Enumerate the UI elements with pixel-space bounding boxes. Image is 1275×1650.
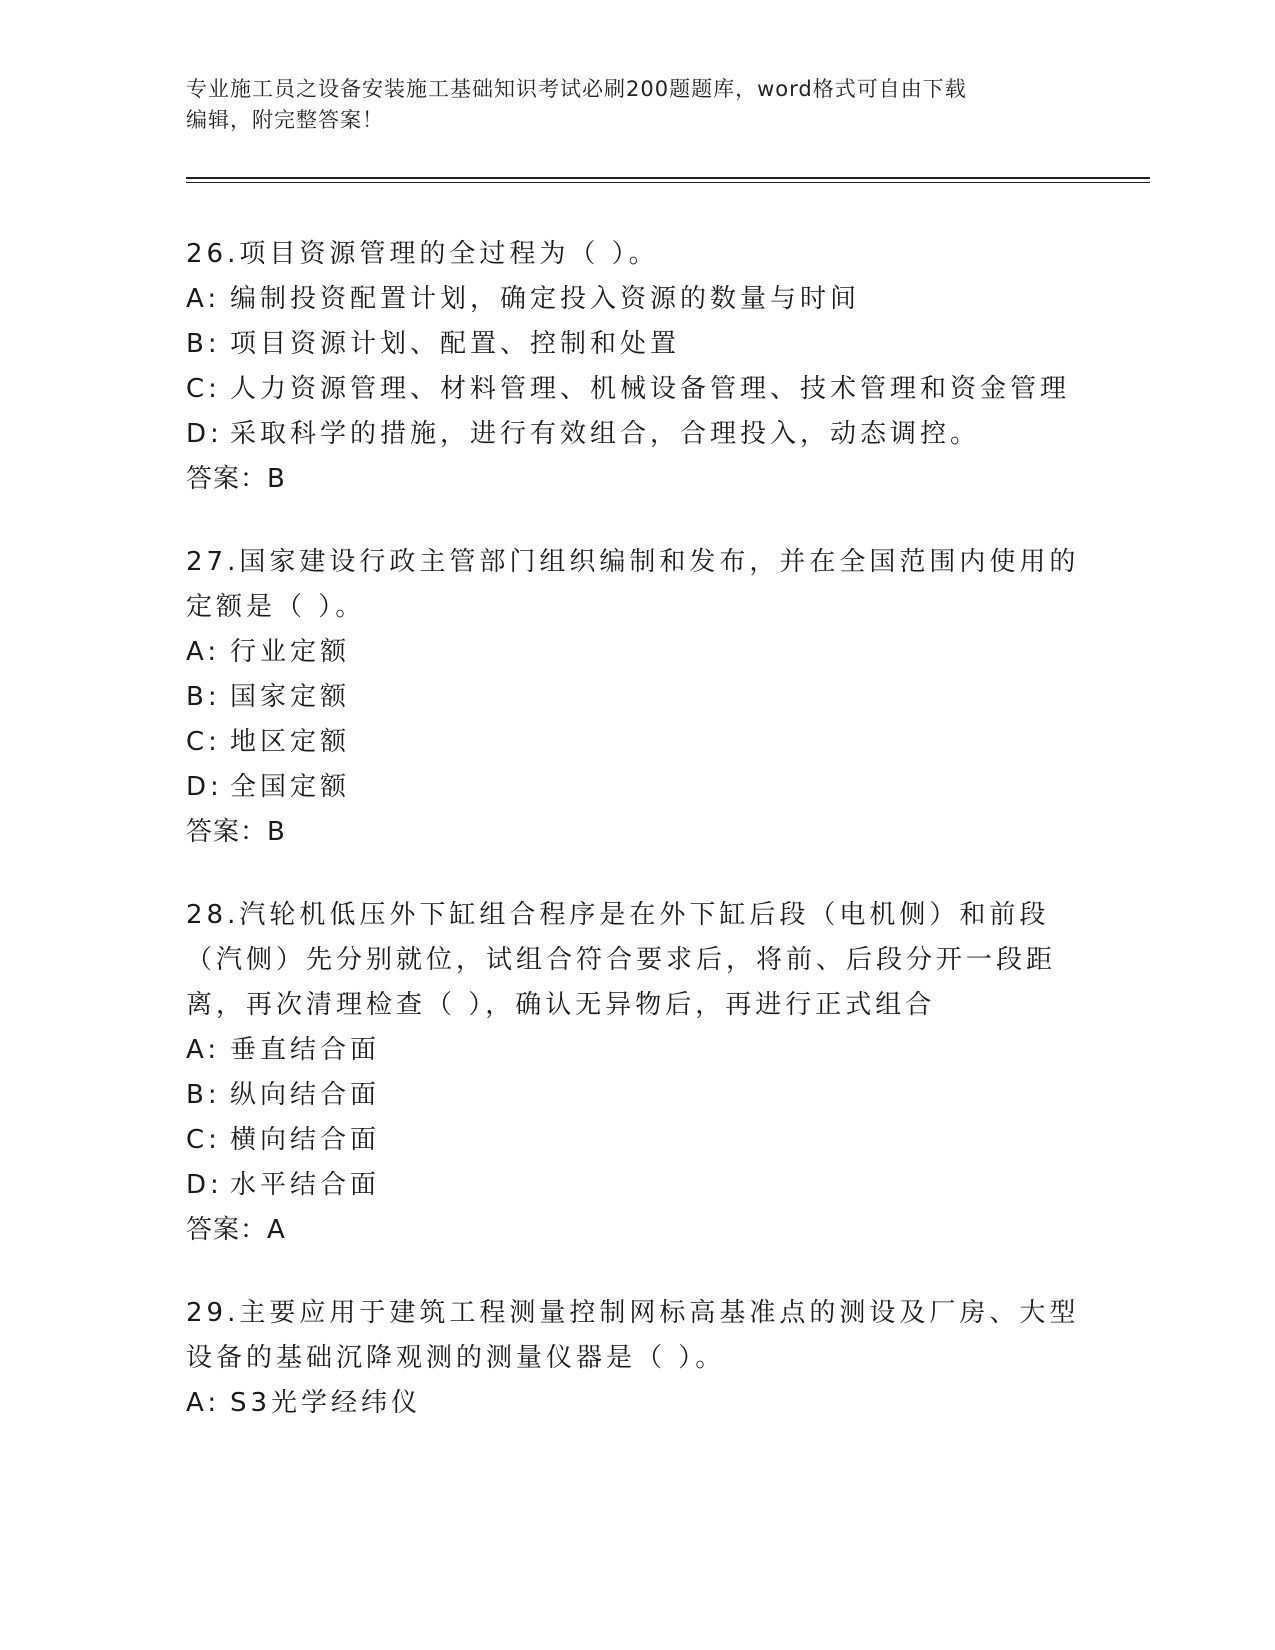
answer-line: 答案：B xyxy=(186,817,286,847)
option-text: 水平结合面 xyxy=(230,1170,381,1200)
question-list xyxy=(186,232,1086,1464)
option-letter: B: xyxy=(186,682,221,712)
option-b xyxy=(186,675,1086,720)
document-header xyxy=(186,74,1066,136)
option-text: 垂直结合面 xyxy=(230,1035,381,1065)
option-text: 采取科学的措施，进行有效组合，合理投入，动态调控。 xyxy=(230,419,981,449)
option-letter: C: xyxy=(186,727,221,757)
option-c xyxy=(186,720,1086,765)
option-text: 行业定额 xyxy=(230,637,351,667)
option-letter: A: xyxy=(186,284,221,314)
option-b xyxy=(186,1073,1086,1118)
option-text: 全国定额 xyxy=(230,772,351,802)
answer-line: 答案：B xyxy=(186,464,286,494)
header-line-2: 编辑，附完整答案！ xyxy=(186,108,384,132)
question-26 xyxy=(186,232,1086,502)
option-a xyxy=(186,1028,1086,1073)
answer-line: 答案：A xyxy=(186,1215,286,1245)
option-c xyxy=(186,1118,1086,1163)
option-text: 地区定额 xyxy=(230,727,351,757)
header-divider-thin xyxy=(186,182,1150,183)
question-stem: 26.项目资源管理的全过程为（ ）。 xyxy=(186,239,659,269)
option-a xyxy=(186,277,1086,322)
option-a xyxy=(186,630,1086,675)
option-letter: D: xyxy=(186,772,223,802)
option-letter: D: xyxy=(186,1170,223,1200)
option-letter: B: xyxy=(186,1080,221,1110)
option-text: 国家定额 xyxy=(230,682,351,712)
question-27 xyxy=(186,540,1086,855)
option-a xyxy=(186,1381,1086,1426)
option-text: 纵向结合面 xyxy=(230,1080,381,1110)
option-text: 项目资源计划、配置、控制和处置 xyxy=(230,329,681,359)
option-d xyxy=(186,1163,1086,1208)
question-stem: 27.国家建设行政主管部门组织编制和发布，并在全国范围内使用的定额是（ ）。 xyxy=(186,547,1080,622)
option-letter: A: xyxy=(186,637,221,667)
option-text: S3光学经纬仪 xyxy=(230,1388,422,1418)
option-letter: C: xyxy=(186,1125,221,1155)
question-29 xyxy=(186,1291,1086,1426)
option-c xyxy=(186,367,1086,412)
option-letter: C: xyxy=(186,374,221,404)
option-b xyxy=(186,322,1086,367)
option-text: 编制投资配置计划，确定投入资源的数量与时间 xyxy=(230,284,861,314)
option-d xyxy=(186,765,1086,810)
question-28 xyxy=(186,893,1086,1253)
option-text: 人力资源管理、材料管理、机械设备管理、技术管理和资金管理 xyxy=(230,374,1071,404)
header-line-1: 专业施工员之设备安装施工基础知识考试必刷200题题库，word格式可自由下载 xyxy=(186,77,967,101)
option-letter: A: xyxy=(186,1035,221,1065)
option-d xyxy=(186,412,1086,457)
question-stem: 29.主要应用于建筑工程测量控制网标高基准点的测设及厂房、大型设备的基础沉降观测的测量仪器是（ ）。 xyxy=(186,1298,1080,1373)
question-stem: 28.汽轮机低压外下缸组合程序是在外下缸后段（电机侧）和前段（汽侧）先分别就位，试组合符合要求后，将前、后段分开一段距离，再次清理检查（ ），确认无异物后，再进行正式组合 xyxy=(186,900,1057,1020)
option-letter: B: xyxy=(186,329,221,359)
option-text: 横向结合面 xyxy=(230,1125,381,1155)
header-divider-thick xyxy=(186,177,1150,179)
option-letter: D: xyxy=(186,419,223,449)
option-letter: A: xyxy=(186,1388,221,1418)
